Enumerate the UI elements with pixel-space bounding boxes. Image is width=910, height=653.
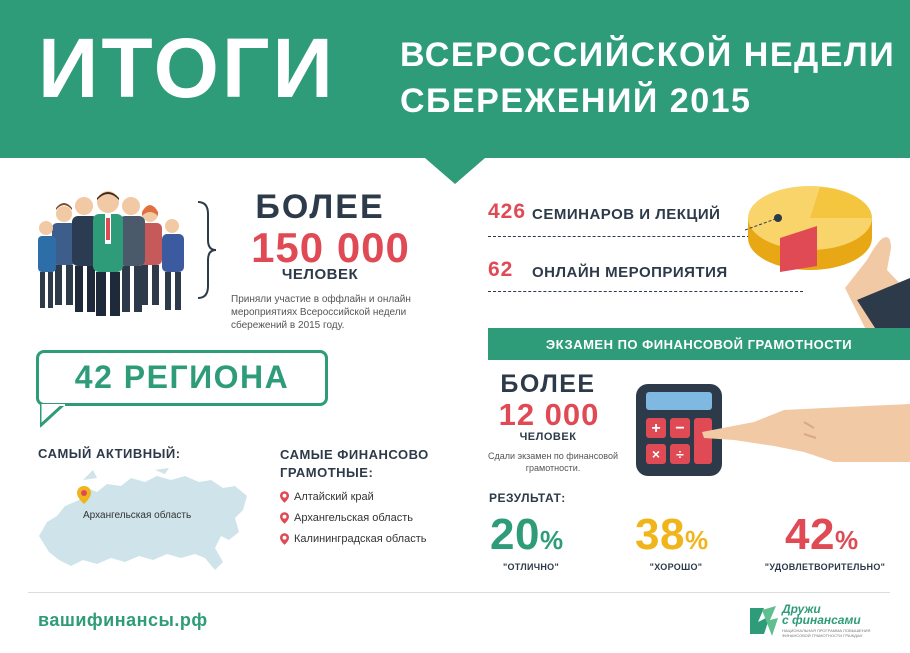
russia-map-icon — [35, 466, 253, 576]
list-item — [280, 488, 426, 509]
list-item — [280, 509, 426, 530]
result-excellent-value: 20% — [490, 510, 564, 559]
location-pin-icon — [280, 512, 289, 524]
subtitle-line-2: СБЕРЕЖЕНИЙ 2015 — [400, 82, 752, 120]
region-name: Архангельская область — [294, 512, 413, 524]
region-name: Алтайский край — [294, 491, 374, 503]
most-active-label: САМЫЙ АКТИВНЫЙ: — [38, 446, 181, 461]
logo-icon — [748, 604, 780, 638]
participants-prefix: БОЛЕЕ — [255, 188, 385, 226]
literate-region-list — [280, 488, 426, 551]
svg-text:−: − — [675, 420, 685, 437]
seminars-count: 426 — [488, 200, 527, 223]
result-label: РЕЗУЛЬТАТ: — [489, 491, 566, 505]
header-notch — [425, 158, 485, 184]
result-excellent-label: "ОТЛИЧНО" — [502, 562, 560, 572]
list-item — [280, 530, 426, 551]
people-group-icon — [38, 190, 188, 320]
exam-number: 12 000 — [498, 397, 600, 432]
online-label: ОНЛАЙН МЕРОПРИЯТИЯ — [532, 264, 728, 281]
most-active-region: Архангельская область — [83, 510, 192, 521]
page-subtitle — [400, 32, 895, 124]
location-pin-icon — [280, 491, 289, 503]
brace-icon — [194, 200, 218, 300]
exam-title: ЭКЗАМЕН ПО ФИНАНСОВОЙ ГРАМОТНОСТИ — [545, 337, 853, 352]
regions-count: 42 РЕГИОНА — [74, 359, 290, 395]
exam-unit: ЧЕЛОВЕК — [519, 431, 577, 443]
literate-label-line-1: САМЫЕ ФИНАНСОВО — [280, 447, 429, 462]
page-title: ИТОГИ — [38, 21, 336, 115]
pie-chart-icon — [745, 178, 910, 328]
logo-line-2: с финансами — [782, 613, 861, 627]
result-good-label: "ХОРОШО" — [649, 562, 703, 572]
region-name: Калининградская область — [294, 533, 427, 545]
svg-text:×: × — [651, 446, 661, 462]
result-good-value: 38% — [635, 510, 709, 559]
divider — [488, 236, 750, 237]
seminars-label: СЕМИНАРОВ И ЛЕКЦИЙ — [532, 206, 721, 223]
participants-unit: ЧЕЛОВЕК — [281, 266, 359, 283]
header-banner — [0, 0, 910, 158]
svg-text:+: + — [651, 420, 661, 437]
regions-bubble — [36, 350, 328, 406]
logo-subtitle: НАЦИОНАЛЬНАЯ ПРОГРАММА ПОВЫШЕНИЯ ФИНАНСОВОЙ ГРАМОТНОСТИ ГРАЖДАН — [782, 628, 871, 638]
result-satisfactory-value: 42% — [785, 510, 859, 559]
participants-number: 150 000 — [251, 224, 410, 271]
subtitle-line-1: ВСЕРОССИЙСКОЙ НЕДЕЛИ — [400, 36, 896, 74]
literate-label-line-2: ГРАМОТНЫЕ: — [280, 465, 374, 480]
site-link[interactable]: вашифинансы.рф — [38, 610, 208, 630]
location-pin-icon — [280, 533, 289, 545]
exam-prefix: БОЛЕЕ — [500, 370, 596, 398]
result-satisfactory-label: "УДОВЛЕТВОРИТЕЛЬНО" — [764, 562, 886, 572]
calculator-icon — [634, 382, 910, 482]
participants-description: Приняли участие в оффлайн и онлайн мероприятиях Всероссийской недели сбережений в 2015 году. — [231, 294, 411, 331]
footer-divider — [28, 592, 890, 593]
bubble-tail — [40, 404, 70, 428]
location-pin-icon — [77, 486, 91, 504]
literate-label — [280, 446, 460, 482]
logo-line-1: Дружи — [782, 602, 821, 616]
logo-text — [782, 604, 861, 626]
exam-title-bar — [488, 328, 910, 360]
online-count: 62 — [488, 258, 514, 281]
svg-text:÷: ÷ — [676, 446, 684, 462]
exam-description: Сдали экзамен по финансовой грамотности. — [487, 451, 619, 473]
